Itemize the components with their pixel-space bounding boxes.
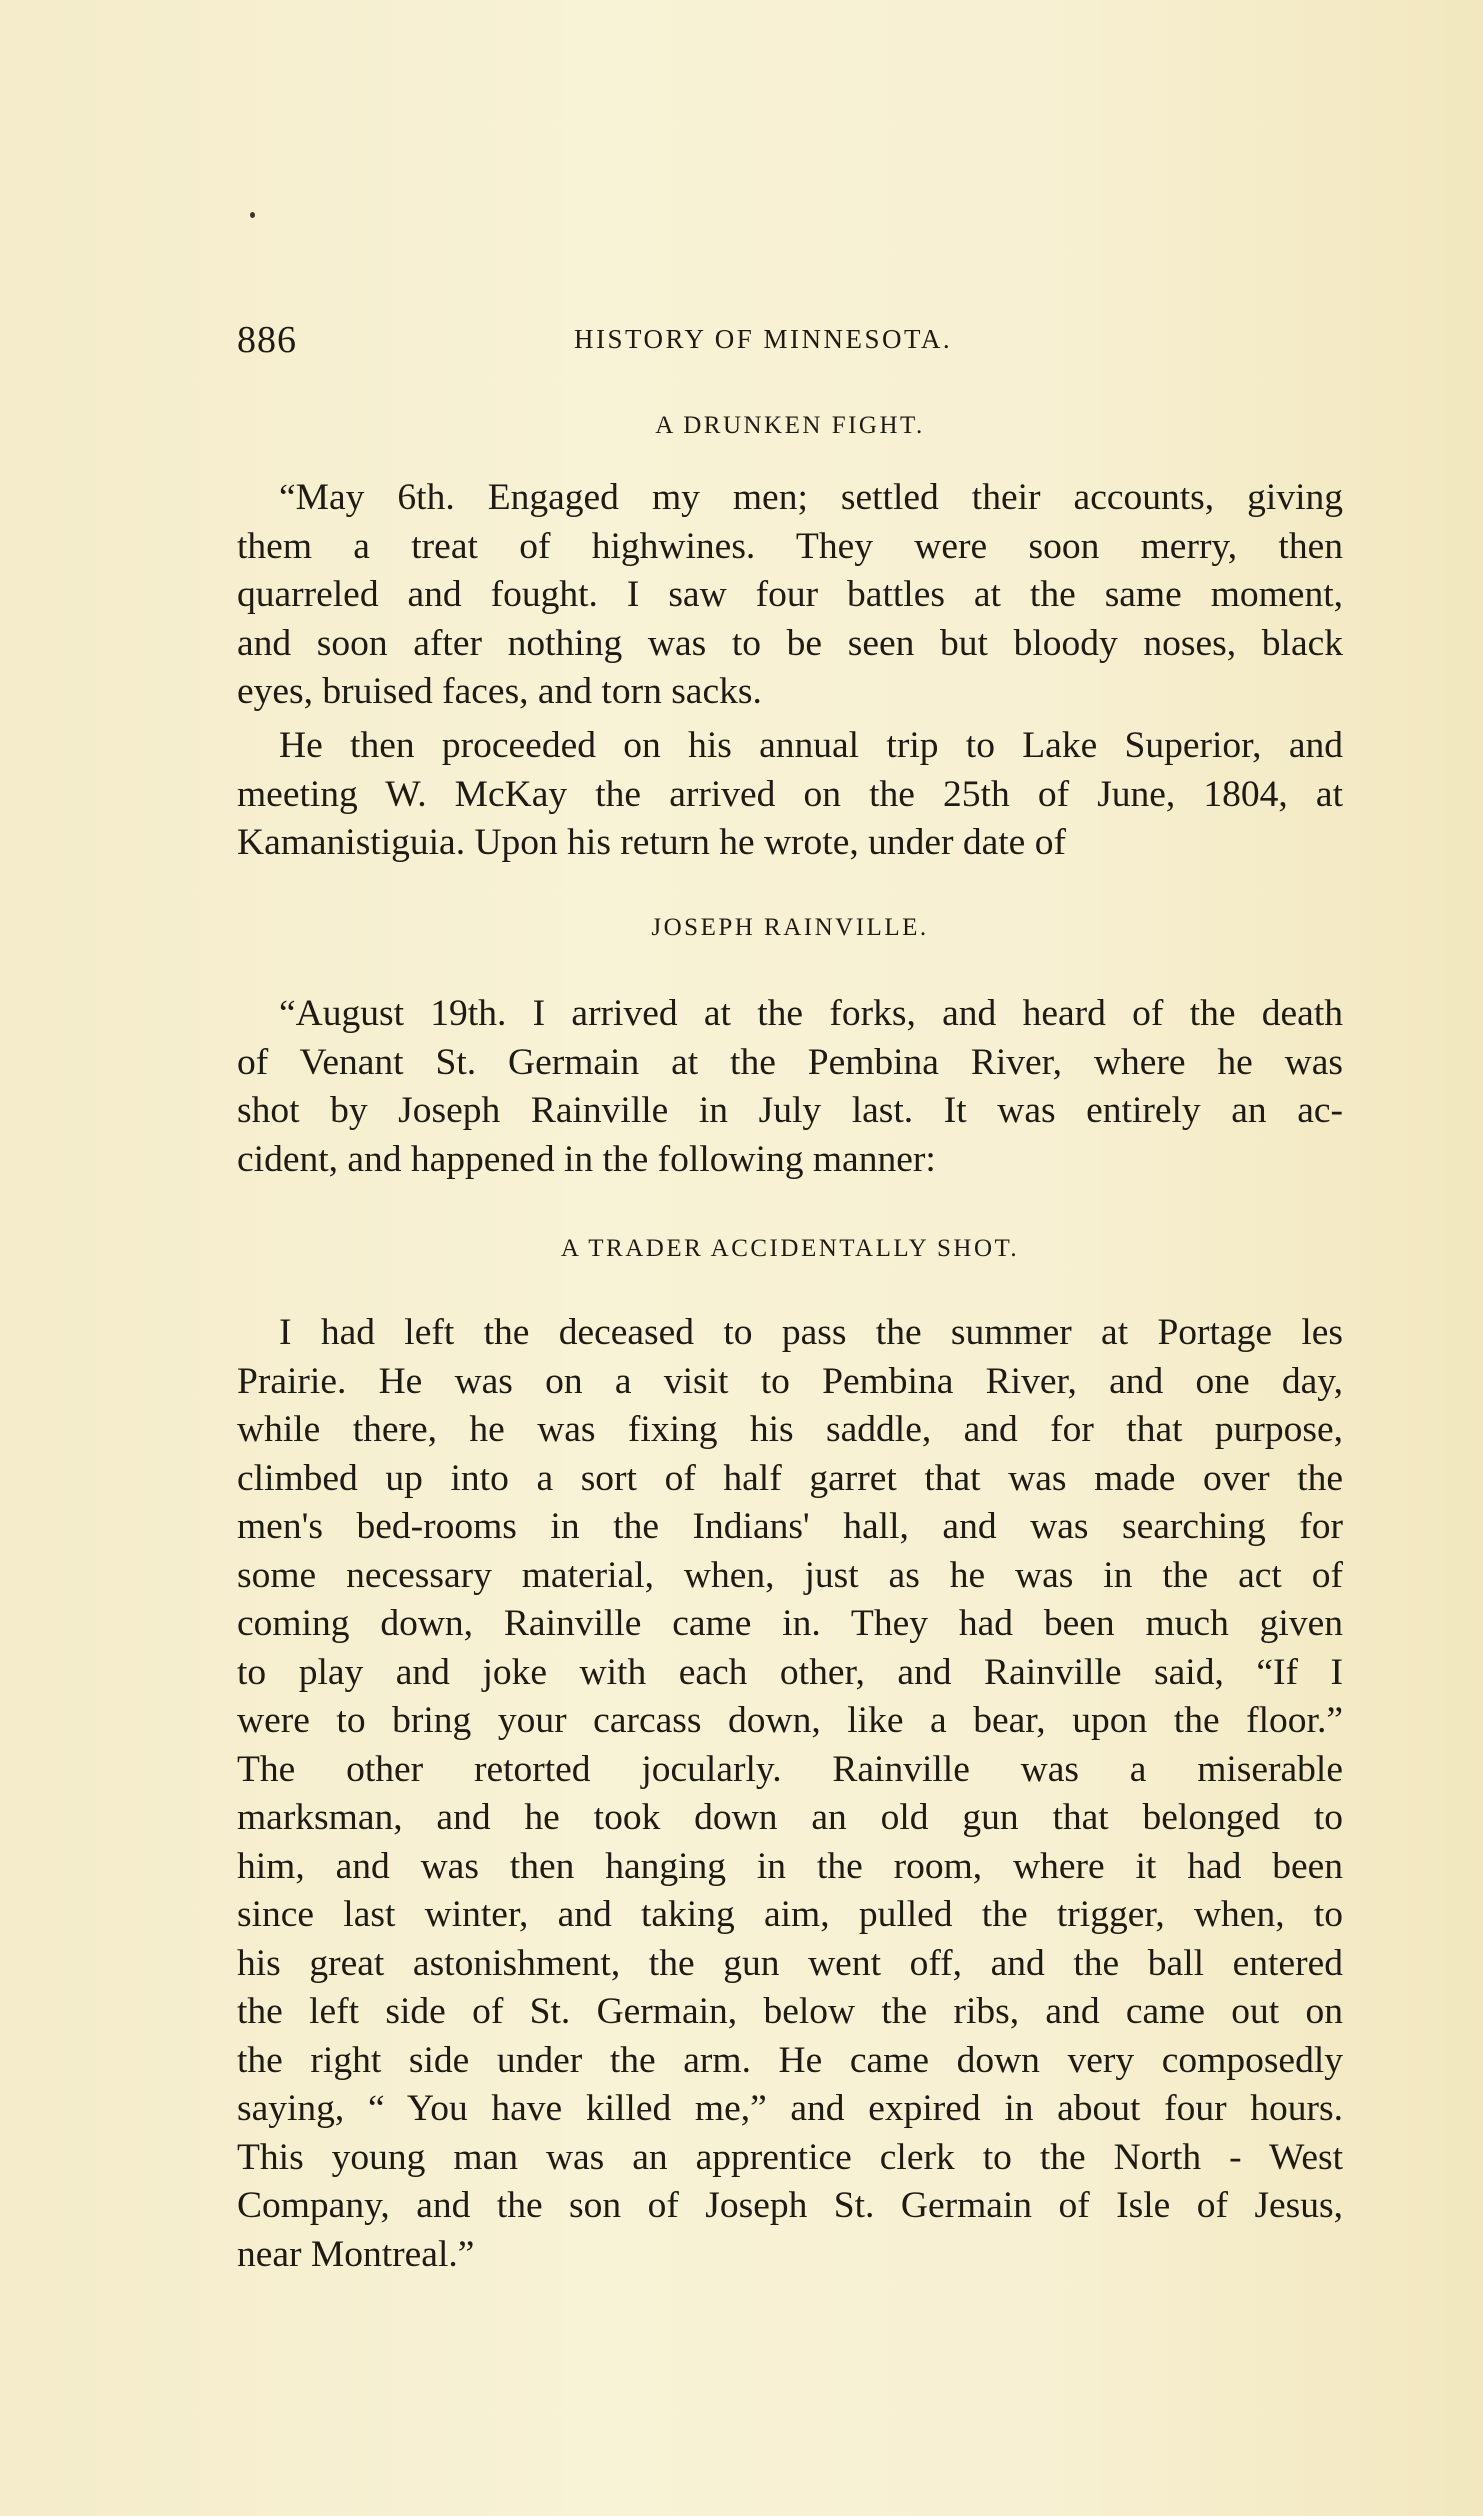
text-line: and soon after nothing was to be seen but bloody noses, black xyxy=(237,622,1343,664)
section-heading-joseph-rainville: JOSEPH RAINVILLE. xyxy=(651,914,929,941)
text-line: quarreled and fought. I saw four battles at the same moment, xyxy=(237,574,1343,615)
text-line: “May 6th. Engaged my men; settled their accounts, giving xyxy=(279,477,1343,518)
text-line: his great astonishment, the gun went off, and the ball entered xyxy=(237,1942,1343,1984)
paragraph-may-6th xyxy=(237,474,1343,717)
text-line: since last winter, and taking aim, pulled the trigger, when, to xyxy=(237,1894,1343,1935)
text-line: the left side of St. Germain, below the ribs, and came out on xyxy=(237,1991,1343,2032)
text-line: I had left the deceased to pass the summer at Portage les xyxy=(279,1312,1343,1353)
text-line: “August 19th. I arrived at the forks, and heard of the death xyxy=(279,993,1343,1034)
paragraph-annual-trip xyxy=(237,722,1343,868)
text-line: He then proceeded on his annual trip to Lake Superior, and xyxy=(279,725,1343,766)
text-line: of Venant St. Germain at the Pembina River, where he was xyxy=(237,1041,1343,1083)
text-line: climbed up into a sort of half garret that was made over the xyxy=(237,1457,1343,1499)
page-number: 886 xyxy=(237,319,297,361)
text-line: eyes, bruised faces, and torn sacks. xyxy=(237,671,762,712)
text-line: while there, he was fixing his saddle, and for that purpose, xyxy=(237,1409,1343,1450)
text-line: saying, “ You have killed me,” and expired in about four hours. xyxy=(237,2088,1343,2129)
text-line: them a treat of highwines. They were soon merry, then xyxy=(237,525,1343,567)
text-line: coming down, Rainville came in. They had been much given xyxy=(237,1603,1343,1644)
text-line: near Montreal.” xyxy=(237,2233,475,2275)
running-title: HISTORY OF MINNESOTA. xyxy=(574,324,953,354)
text-line: him, and was then hanging in the room, where it had been xyxy=(237,1845,1343,1887)
text-line: to play and joke with each other, and Rainville said, “If I xyxy=(237,1651,1343,1693)
running-head xyxy=(237,318,1343,368)
text-line: marksman, and he took down an old gun that belonged to xyxy=(237,1797,1343,1838)
text-line: the right side under the arm. He came down very composedly xyxy=(237,2039,1343,2081)
paragraph-trader-account xyxy=(237,1309,1343,2279)
text-line: meeting W. McKay the arrived on the 25th of June, 1804, at xyxy=(237,773,1343,815)
text-line: some necessary material, when, just as he was in the act of xyxy=(237,1554,1343,1596)
text-line: were to bring your carcass down, like a bear, upon the floor.” xyxy=(237,1700,1343,1741)
text-line: men's bed-rooms in the Indians' hall, and was searching for xyxy=(237,1506,1343,1547)
paragraph-august-19th xyxy=(237,990,1343,1184)
stray-ink-mark xyxy=(250,212,255,218)
text-line: shot by Joseph Rainville in July last. It was entirely an ac- xyxy=(237,1090,1343,1131)
text-line: Company, and the son of Joseph St. Germain of Isle of Jesus, xyxy=(237,2185,1343,2226)
text-line: cident, and happened in the following manner: xyxy=(237,1138,936,1180)
text-line: The other retorted jocularly. Rainville was a miserable xyxy=(237,1748,1343,1790)
text-line: Kamanistiguia. Upon his return he wrote, under date of xyxy=(237,822,1066,863)
text-line: This young man was an apprentice clerk to the North - West xyxy=(237,2136,1343,2178)
text-line: Prairie. He was on a visit to Pembina River, and one day, xyxy=(237,1360,1343,1402)
section-heading-trader-shot: A TRADER ACCIDENTALLY SHOT. xyxy=(560,1235,1020,1262)
section-heading-drunken-fight: A DRUNKEN FIGHT. xyxy=(655,412,925,439)
